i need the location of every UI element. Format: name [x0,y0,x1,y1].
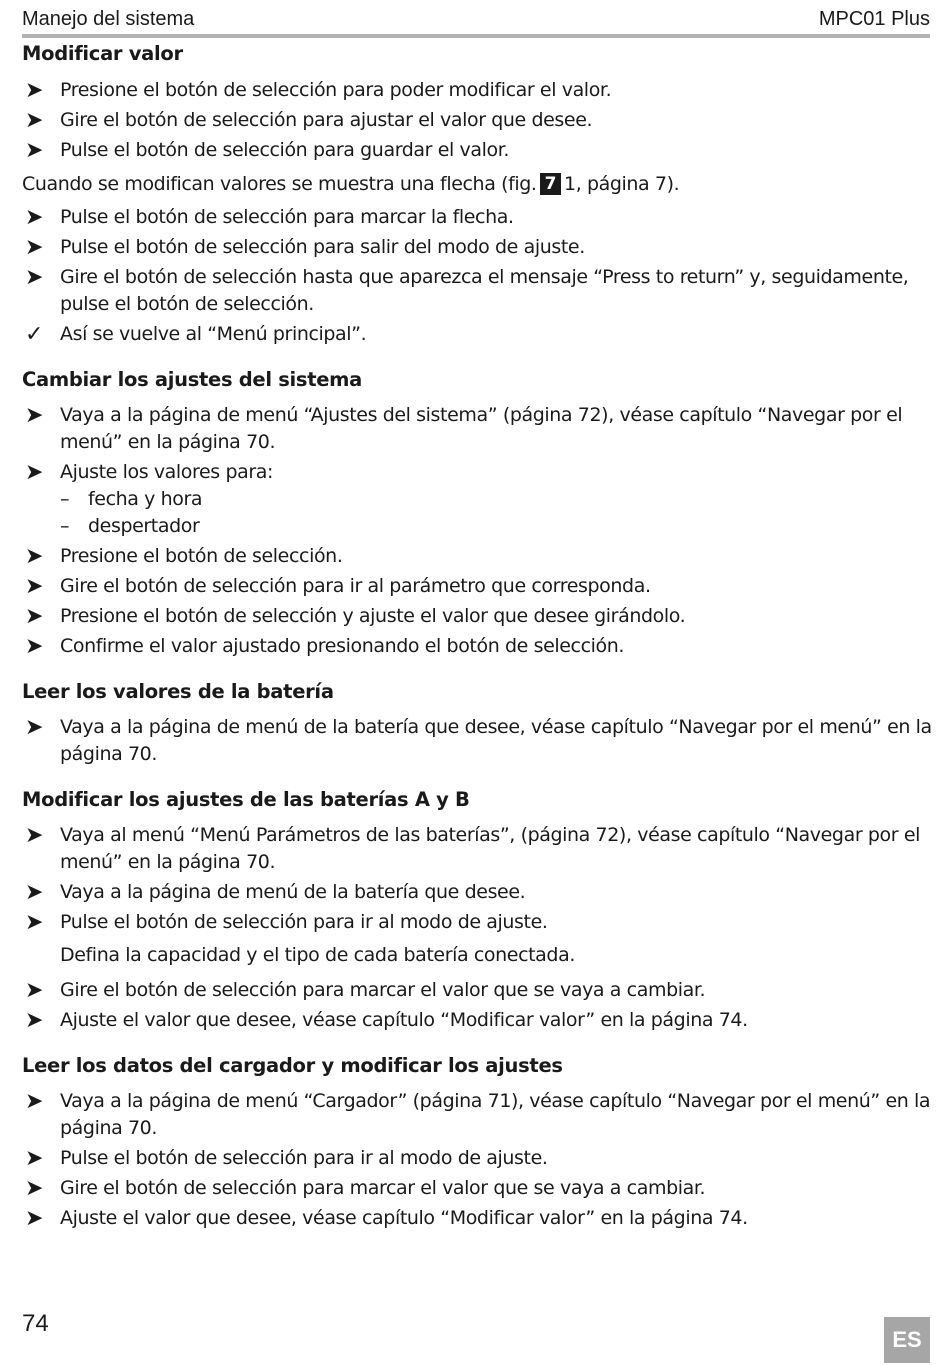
arrow-icon: ➤ [24,978,44,1003]
paragraph [22,171,932,198]
list-item [22,1088,932,1142]
list-item [22,77,932,104]
list-item [22,204,932,231]
arrow-icon: ➤ [24,460,44,485]
arrow-icon: ➤ [24,880,44,905]
list-item [22,459,932,540]
list-item-text: Presione el botón de selección para poder modificar el valor. [60,79,612,101]
list-item-text: Presione el botón de selección y ajuste el valor que desee girándolo. [60,605,686,627]
list-item [22,543,932,570]
list-item [22,1007,932,1034]
arrow-icon: ➤ [24,108,44,133]
list-item-text: Vaya a la página de menú de la batería que desee. [60,881,526,903]
sub-list-item-text: fecha y hora [88,488,203,510]
list-item-text: Presione el botón de selección. [60,545,343,567]
list-item [22,573,932,600]
list-item [22,714,932,768]
arrow-icon: ➤ [24,1206,44,1231]
arrow-icon: ➤ [24,544,44,569]
list-item-text: Pulse el botón de selección para guardar el valor. [60,139,510,161]
arrow-icon: ➤ [24,138,44,163]
arrow-icon: ➤ [24,78,44,103]
section-heading: Modificar los ajustes de las baterías A y B [22,788,470,811]
list-item [22,107,932,134]
arrow-icon: ➤ [24,634,44,659]
list-item [22,633,932,660]
dash-icon: – [60,515,70,537]
sub-list-item-text: despertador [88,515,200,537]
list-item [22,1175,932,1202]
list-item-text: Confirme el valor ajustado presionando el botón de selección. [60,635,625,657]
list-item [22,137,932,164]
section-heading: Modificar valor [22,42,183,65]
section-leer-bateria [22,678,932,768]
arrow-icon: ➤ [24,604,44,629]
list-item [22,1205,932,1232]
list-item-text: Vaya al menú “Menú Parámetros de las baterías”, (página 72), véase capítulo “Navegar por el menú” en la página 70. [60,824,920,873]
list-item [22,402,932,456]
list-item-text: Vaya a la página de menú “Cargador” (página 71), véase capítulo “Navegar por el menú” en la página 70. [60,1090,931,1139]
section-cargador [22,1052,932,1232]
arrow-icon: ➤ [24,1089,44,1114]
result-text: Así se vuelve al “Menú principal”. [60,323,367,345]
list-item [22,264,932,318]
list-item-text: Pulse el botón de selección para marcar la flecha. [60,206,514,228]
arrow-icon: ➤ [24,1146,44,1171]
list-item-text: Ajuste el valor que desee, véase capítulo “Modificar valor” en la página 74. [60,1207,748,1229]
paragraph-text: Cuando se modifican valores se muestra una flecha (fig. [22,173,537,195]
arrow-icon: ➤ [24,823,44,848]
arrow-icon: ➤ [24,910,44,935]
section-heading: Cambiar los ajustes del sistema [22,368,363,391]
arrow-icon: ➤ [24,265,44,290]
page-header [22,6,930,38]
section-cambiar-ajustes [22,366,932,660]
section-modificar-valor [22,40,932,348]
section-ajustes-baterias [22,786,932,1034]
arrow-icon: ➤ [24,574,44,599]
checkmark-icon: ✓ [24,322,44,347]
list-item-text: Vaya a la página de menú de la batería que desee, véase capítulo “Navegar por el menú” en la página 70. [60,716,932,765]
arrow-icon: ➤ [24,1008,44,1033]
paragraph-text: 1, página 7). [564,173,680,195]
list-item [22,977,932,1004]
list-item [22,879,932,906]
list-item-text: Pulse el botón de selección para ir al modo de ajuste. [60,1147,548,1169]
list-item-text: Gire el botón de selección hasta que aparezca el mensaje “Press to return” y, seguidamente, pulse el botón de selección. [60,266,909,315]
figure-reference-badge: 7 [540,173,561,195]
arrow-icon: ➤ [24,1176,44,1201]
language-badge: ES [884,1317,930,1363]
list-item [22,1145,932,1172]
page-content [22,40,932,1235]
list-item [22,234,932,261]
section-heading: Leer los datos del cargador y modificar los ajustes [22,1054,563,1077]
section-heading: Leer los valores de la batería [22,680,334,703]
list-item-text: Gire el botón de selección para marcar el valor que se vaya a cambiar. [60,1177,706,1199]
list-item-text: Gire el botón de selección para ir al parámetro que corresponda. [60,575,651,597]
list-item [22,603,932,630]
list-item-text: Ajuste el valor que desee, véase capítulo “Modificar valor” en la página 74. [60,1009,748,1031]
list-item-text: Vaya a la página de menú “Ajustes del sistema” (página 72), véase capítulo “Navegar por el menú” en la página 70. [60,404,903,453]
list-item-text: Pulse el botón de selección para ir al modo de ajuste. [60,911,548,933]
arrow-icon: ➤ [24,715,44,740]
list-item-text: Pulse el botón de selección para salir del modo de ajuste. [60,236,585,258]
arrow-icon: ➤ [24,235,44,260]
chapter-title: Manejo del sistema [22,8,195,30]
dash-icon: – [60,488,70,510]
result-item [22,321,932,348]
arrow-icon: ➤ [24,403,44,428]
page-number: 74 [22,1310,49,1337]
list-item-text: Gire el botón de selección para marcar el valor que se vaya a cambiar. [60,979,706,1001]
product-name: MPC01 Plus [818,8,930,30]
list-item [22,909,932,936]
sub-list-item [60,513,932,540]
list-item-text: Ajuste los valores para: [60,461,274,483]
note-paragraph: Defina la capacidad y el tipo de cada batería conectada. [60,944,575,966]
list-item [22,822,932,876]
sub-list-item [60,486,932,513]
arrow-icon: ➤ [24,205,44,230]
list-item-text: Gire el botón de selección para ajustar el valor que desee. [60,109,593,131]
